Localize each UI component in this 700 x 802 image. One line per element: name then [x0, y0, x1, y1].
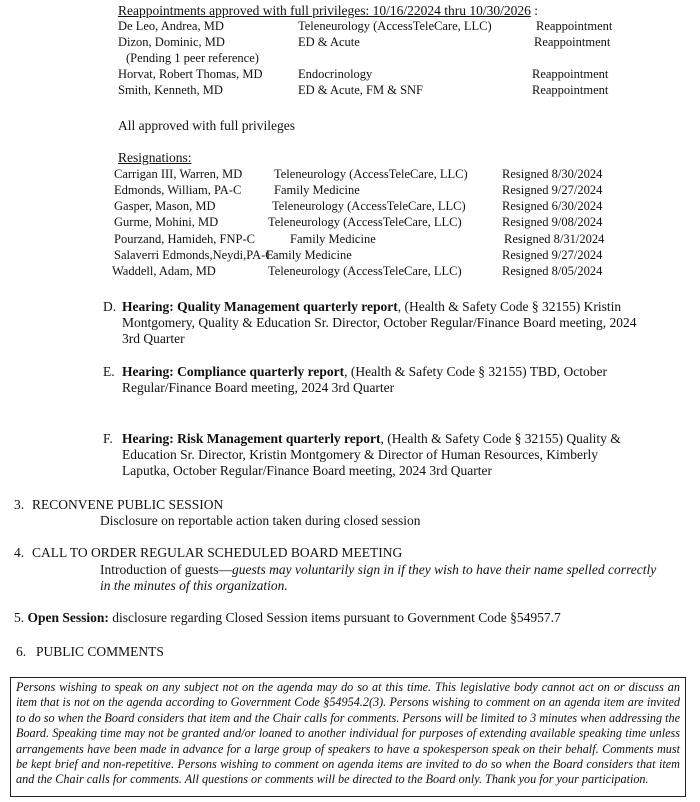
- reappointments-heading-suffix: :: [530, 3, 538, 18]
- hearing-f-body: , (Health & Safety Code § 32155) Quality & Education Sr. Director, Kristin Montgomery & Director of Human Resources, Kimberly Laputka, October Regular/Finance Board meeting, 2024 3rd Quarter: [122, 431, 621, 478]
- reappointment-row: [118, 35, 628, 51]
- resignation-status: Resigned 6/30/2024: [502, 199, 603, 213]
- reappointment-action: Reappointment: [536, 19, 613, 33]
- approved-note: All approved with full privileges: [118, 118, 295, 133]
- resignation-name: Pourzand, Hamideh, FNP-C: [114, 232, 255, 246]
- section-4-title: CALL TO ORDER REGULAR SCHEDULED BOARD MEETING: [32, 545, 403, 560]
- section-3-title: RECONVENE PUBLIC SESSION: [32, 497, 224, 512]
- resignation-status: Resigned 8/31/2024: [504, 232, 605, 246]
- resignation-specialty: Family Medicine: [290, 232, 376, 246]
- resignation-name: Gasper, Mason, MD: [114, 199, 216, 213]
- hearing-d: [122, 299, 642, 347]
- reappointment-specialty: Teleneurology (AccessTeleCare, LLC): [298, 19, 492, 33]
- reappointment-specialty: ED & Acute: [298, 35, 360, 49]
- hearing-f-letter: F.: [103, 431, 113, 446]
- hearing-e-title: Hearing: Compliance quarterly report: [122, 364, 345, 379]
- resignation-specialty: Teleneurology (AccessTeleCare, LLC): [268, 215, 462, 229]
- section-4-body-italic: guests may voluntarily sign in if they wish to have their name spelled correctly in the minutes of this organization.: [100, 562, 657, 593]
- resignation-status: Resigned 8/05/2024: [502, 264, 603, 278]
- section-5-title: Open Session:: [27, 610, 109, 625]
- reappointment-specialty: Endocrinology: [298, 67, 373, 81]
- section-4-body: [100, 562, 660, 594]
- resignations-heading: Resignations:: [118, 150, 192, 165]
- section-6-number: 6.: [16, 644, 27, 659]
- hearing-d-letter: D.: [103, 299, 117, 314]
- resignation-specialty: Family Medicine: [274, 183, 360, 197]
- hearing-f: [122, 431, 642, 479]
- resignation-row: [114, 199, 634, 215]
- reappointment-row: [118, 83, 628, 99]
- hearing-d-title: Hearing: Quality Management quarterly report: [122, 299, 398, 314]
- resignation-row: [112, 264, 632, 280]
- hearing-e: [122, 364, 642, 396]
- hearing-f-title: Hearing: Risk Management quarterly report: [122, 431, 381, 446]
- reappointment-row: [118, 19, 628, 35]
- resignation-name: Salaverri Edmonds,Neydi,PA-C: [114, 248, 274, 262]
- reappointment-action: Reappointment: [532, 67, 609, 81]
- reappointments-heading: Reappointments approved with full privileges: 10/16/22024 thru 10/30/2026: [118, 3, 531, 18]
- section-5-body: disclosure regarding Closed Session items pursuant to Government Code §54957.7: [108, 610, 561, 625]
- section-3-body: Disclosure on reportable action taken during closed session: [100, 513, 421, 528]
- resignation-name: Edmonds, William, PA-C: [114, 183, 242, 197]
- section-5-line: [14, 610, 561, 626]
- resignation-specialty: Family Medicine: [266, 248, 352, 262]
- hearing-d-body: , (Health & Safety Code § 32155) Kristin Montgomery, Quality & Education Sr. Director, October Regular/Finance Board meeting, 2024 3rd Quarter: [122, 299, 637, 346]
- public-comment-notice: Persons wishing to speak on any subject not on the agenda may do so at this time. This legislative body cannot act on or discuss an item that is not on the agenda according to Government Code §54954.2(3). Persons wishing to comment on an agenda item are invited to do so when the Board considers that item and the Chair calls for comments. Persons will be limited to 3 minutes when addressing the Board. Speaking time may not be granted and/or loaned to another individual for purposes of extending available speaking time unless arrangements have been made in advance for a large group of speakers to have a spokesperson speak on their behalf. Comments must be kept brief and non-repetitive. Persons wishing to comment on agenda items are invited to do so when the Board considers that item and the Chair calls for comments. All questions or comments will be directed to the Board only. Thank you for your participation.: [10, 677, 686, 797]
- resignation-row: [114, 215, 634, 231]
- section-4-body-plain: Introduction of guests—: [100, 562, 232, 577]
- reappointment-action: Reappointment: [534, 35, 611, 49]
- reappointment-name: Horvat, Robert Thomas, MD: [118, 67, 263, 81]
- reappointment-action: Reappointment: [532, 83, 609, 97]
- section-3-number: 3.: [14, 497, 25, 512]
- resignation-row: [114, 232, 634, 248]
- hearing-e-letter: E.: [103, 364, 115, 379]
- reappointment-name: Smith, Kenneth, MD: [118, 83, 223, 97]
- resignation-status: Resigned 9/27/2024: [502, 183, 603, 197]
- resignation-row: [114, 183, 634, 199]
- section-6-title: PUBLIC COMMENTS: [36, 644, 164, 659]
- reappointment-specialty: ED & Acute, FM & SNF: [298, 83, 424, 97]
- section-4-number: 4.: [14, 545, 25, 560]
- resignation-specialty: Teleneurology (AccessTeleCare, LLC): [274, 167, 468, 181]
- resignation-name: Carrigan III, Warren, MD: [114, 167, 243, 181]
- resignation-status: Resigned 9/27/2024: [502, 248, 603, 262]
- resignation-row: [114, 167, 634, 183]
- resignation-row: [114, 248, 634, 264]
- resignation-status: Resigned 8/30/2024: [502, 167, 603, 181]
- reappointment-row: [118, 67, 628, 83]
- reappointment-note-row: [126, 51, 426, 67]
- section-5-number: 5.: [14, 610, 25, 625]
- resignation-name: Gurme, Mohini, MD: [114, 215, 219, 229]
- resignation-specialty: Teleneurology (AccessTeleCare, LLC): [272, 199, 466, 213]
- reappointment-name: De Leo, Andrea, MD: [118, 19, 224, 33]
- resignation-name: Waddell, Adam, MD: [112, 264, 216, 278]
- pending-reference-note: (Pending 1 peer reference): [126, 51, 259, 65]
- reappointment-name: Dizon, Dominic, MD: [118, 35, 225, 49]
- reappointments-heading-line: [118, 3, 538, 19]
- hearing-e-body: , (Health & Safety Code § 32155) TBD, October Regular/Finance Board meeting, 2024 3rd Quarter: [122, 364, 608, 395]
- resignation-specialty: Teleneurology (AccessTeleCare, LLC): [268, 264, 462, 278]
- resignation-status: Resigned 9/08/2024: [502, 215, 603, 229]
